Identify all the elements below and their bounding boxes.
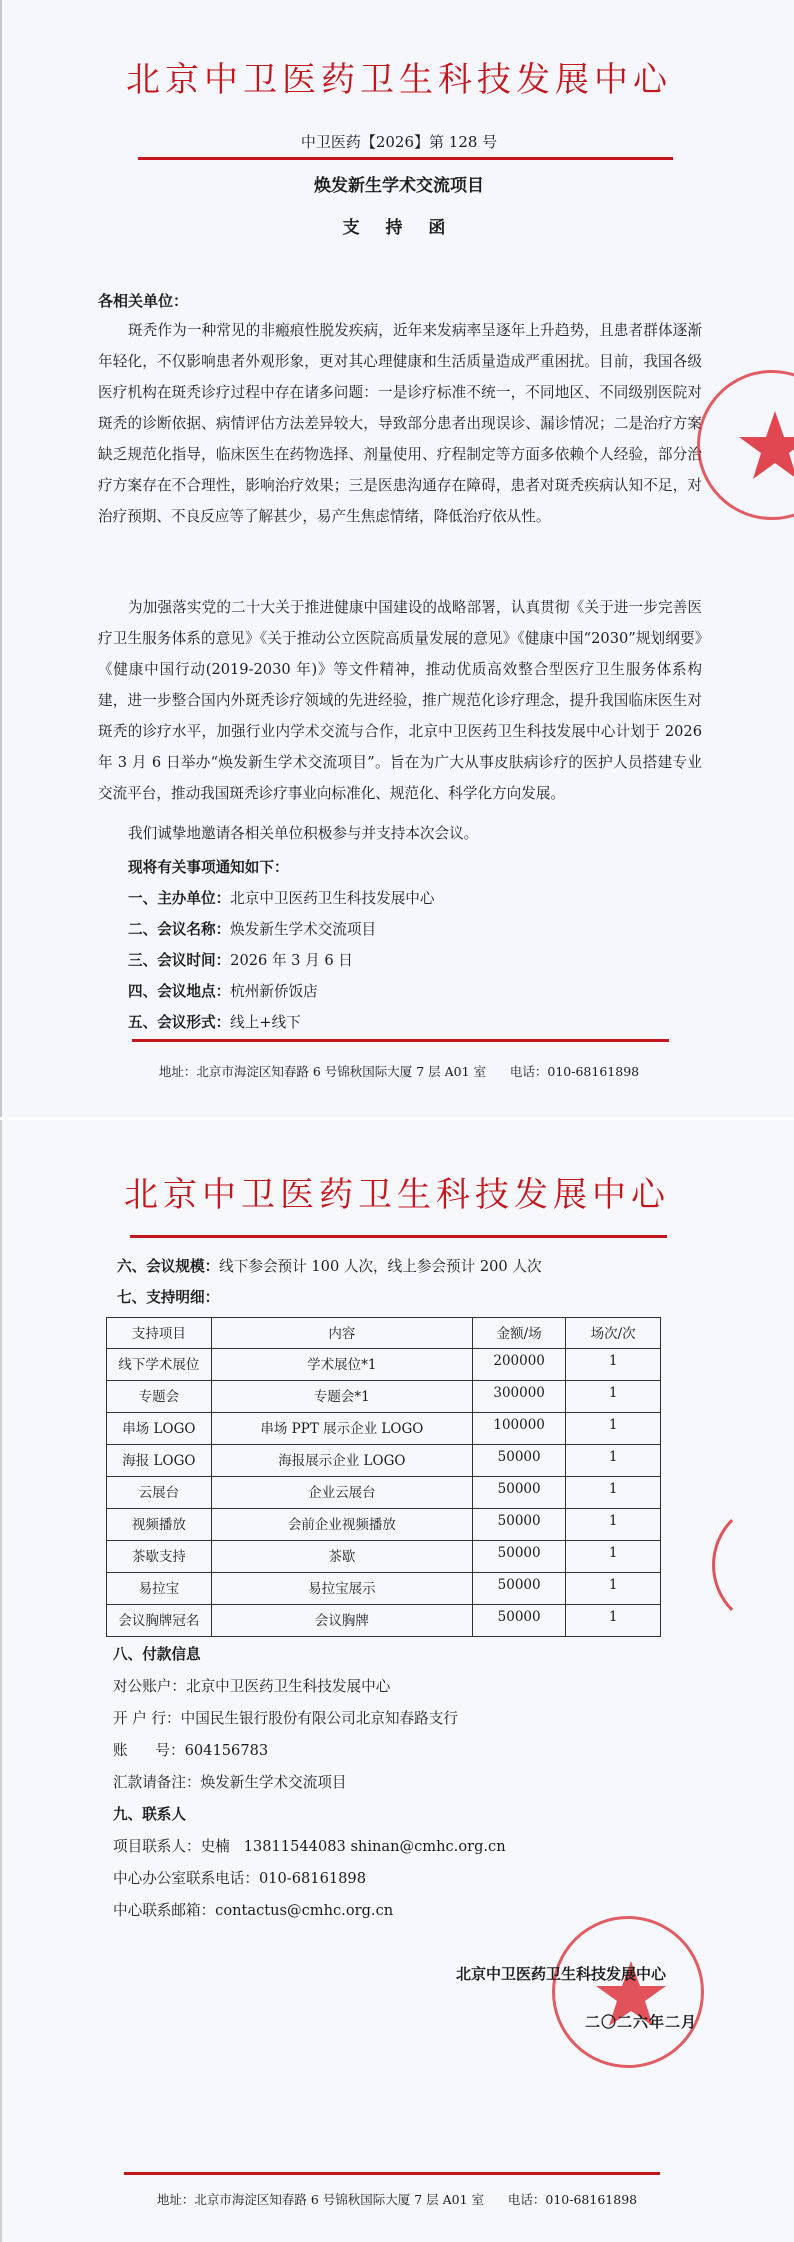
item-label: 二、会议名称： (128, 921, 231, 938)
table-header-row (107, 1318, 661, 1349)
item-meeting-location (128, 980, 318, 1001)
cell-content: 专题会*1 (211, 1381, 472, 1413)
body-paragraph-2: 为加强落实党的二十大关于推进健康中国建设的战略部署，认真贯彻《关于进一步完善医疗卫生服务体系的意见》《关于推动公立医院高质量发展的意见》《健康中国“2030”规划纲要》《健康中国行动(2019-2030 年)》等文件精神，推动优质高效整合型医疗卫生服务体系构建，进一步整合国内外斑秃诊疗领域的先进经验，推广规范化诊疗理念，提升我国临床医生对斑秃的诊疗水平，加强行业内学术交流与合作，北京中卫医药卫生科技发展中心计划于 2026 年 3 月 6 日举办“焕发新生学术交流项目”。旨在为广大从事皮肤病诊疗的医护人员搭建专业交流平台，推动我国斑秃诊疗事业向标准化、规范化、科学化方向发展。 (98, 599, 702, 802)
item-value: 焕发新生学术交流项目 (230, 921, 377, 938)
item-label: 四、会议地点： (128, 983, 231, 1000)
item-label: 一、主办单位： (128, 890, 231, 907)
signature-date: 二〇二六年二月 (585, 2013, 698, 2031)
signature-seal-stamp (552, 1916, 704, 2068)
signature-organization: 北京中卫医药卫生科技发展中心 (456, 1965, 667, 1983)
cell-content: 会前企业视频播放 (211, 1509, 472, 1541)
letterhead-title-page2: 北京中卫医药卫生科技发展中心 (124, 1175, 670, 1215)
header-red-rule (138, 157, 673, 160)
cell-amount: 200000 (472, 1349, 565, 1381)
table-row (107, 1445, 661, 1477)
item-value: 杭州新侨饭店 (230, 983, 318, 1000)
letter-page-1 (0, 0, 794, 1117)
item-value: 北京中卫医药卫生科技发展中心 (230, 890, 435, 907)
letter-type-title: 支 持 函 (342, 218, 456, 238)
salutation: 各相关单位： (98, 292, 189, 310)
table-row (107, 1381, 661, 1413)
table-row (107, 1605, 661, 1637)
cell-content: 海报展示企业 LOGO (211, 1445, 472, 1477)
table-row (107, 1349, 661, 1381)
item-meeting-scale (117, 1255, 542, 1276)
star-icon (555, 1919, 707, 2071)
cell-item: 专题会 (107, 1381, 212, 1413)
table-row (107, 1509, 661, 1541)
item-label: 三、会议时间： (128, 952, 231, 969)
cell-count: 1 (566, 1541, 661, 1573)
payment-remark: 汇款请备注：焕发新生学术交流项目 (113, 1774, 347, 1791)
body-paragraph-3: 我们诚挚地邀请各相关单位积极参与并支持本次会议。 (128, 825, 479, 842)
body-paragraph-1: 斑秃作为一种常见的非瘢痕性脱发疾病，近年来发病率呈逐年上升趋势，且患者群体逐渐年轻化，不仅影响患者外观形象，更对其心理健康和生活质量造成严重困扰。目前，我国各级医疗机构在斑秃诊疗过程中存在诸多问题：一是诊疗标准不统一，不同地区、不同级别医院对斑秃的诊断依据、病情评估方法差异较大，导致部分患者出现误诊、漏诊情况；二是治疗方案缺乏规范化指导，临床医生在药物选择、剂量使用、疗程制定等方面多依赖个人经验，部分治疗方案存在不合理性，影响治疗效果；三是医患沟通存在障碍，患者对斑秃疾病认知不足，对治疗预期、不良反应等了解甚少，易产生焦虑情绪，降低治疗依从性。 (98, 322, 702, 525)
item-meeting-time (128, 949, 353, 970)
cell-content: 学术展位*1 (211, 1349, 472, 1381)
item-label: 五、会议形式： (128, 1014, 231, 1031)
official-seal-stamp (697, 370, 794, 520)
column-header: 内容 (211, 1318, 472, 1349)
footer-address-page2: 地址：北京市海淀区知春路 6 号锦秋国际大厦 7 层 A01 室 电话：010-68161898 (156, 2192, 638, 2207)
payment-heading: 八、付款信息 (113, 1646, 201, 1663)
payment-account-name: 对公账户：北京中卫医药卫生科技发展中心 (113, 1678, 391, 1695)
contact-heading: 九、联系人 (113, 1806, 186, 1823)
star-icon (700, 373, 794, 523)
contact-office-phone: 中心办公室联系电话：010-68161898 (113, 1870, 367, 1887)
footer-red-rule-page2 (124, 2172, 660, 2175)
table-row (107, 1477, 661, 1509)
column-header: 支持项目 (107, 1318, 212, 1349)
cell-item: 云展台 (107, 1477, 212, 1509)
cell-item: 茶歇支持 (107, 1541, 212, 1573)
table-row (107, 1413, 661, 1445)
cell-item: 线下学术展位 (107, 1349, 212, 1381)
column-header: 金额/场 (472, 1318, 565, 1349)
cell-count: 1 (566, 1413, 661, 1445)
cell-count: 1 (566, 1573, 661, 1605)
support-details-table (106, 1317, 661, 1637)
footer-address: 地址：北京市海淀区知春路 6 号锦秋国际大厦 7 层 A01 室 电话：010-68161898 (158, 1064, 640, 1079)
item-meeting-name (128, 918, 376, 939)
cell-count: 1 (566, 1509, 661, 1541)
cell-amount: 50000 (472, 1573, 565, 1605)
cell-count: 1 (566, 1349, 661, 1381)
cell-content: 企业云展台 (211, 1477, 472, 1509)
cell-amount: 50000 (472, 1605, 565, 1637)
cell-content: 会议胸牌 (211, 1605, 472, 1637)
footer-red-rule (132, 1039, 669, 1042)
cell-amount: 100000 (472, 1413, 565, 1445)
project-title: 焕发新生学术交流项目 (314, 176, 484, 196)
table-row (107, 1541, 661, 1573)
header-red-rule-page2 (130, 1235, 667, 1238)
table-row (107, 1573, 661, 1605)
item-value: 线下参会预计 100 人次，线上参会预计 200 人次 (219, 1258, 542, 1275)
notice-intro: 现将有关事项通知如下： (128, 859, 289, 876)
item-value: 2026 年 3 月 6 日 (230, 952, 353, 969)
cell-amount: 50000 (472, 1509, 565, 1541)
document-number: 中卫医药【2026】第 128 号 (300, 133, 498, 151)
column-header: 场次/次 (566, 1318, 661, 1349)
support-details-heading: 七、支持明细： (117, 1289, 220, 1306)
item-label: 六、会议规模： (117, 1258, 220, 1275)
contact-email: 中心联系邮箱：contactus@cmhc.org.cn (113, 1902, 394, 1919)
cell-content: 串场 PPT 展示企业 LOGO (211, 1413, 472, 1445)
contact-project-person: 项目联系人：史楠 13811544083 shinan@cmhc.org.cn (113, 1838, 506, 1855)
cell-amount: 300000 (472, 1381, 565, 1413)
cell-item: 易拉宝 (107, 1573, 212, 1605)
cell-amount: 50000 (472, 1445, 565, 1477)
cell-amount: 50000 (472, 1477, 565, 1509)
letterhead-title: 北京中卫医药卫生科技发展中心 (126, 60, 672, 100)
cell-count: 1 (566, 1477, 661, 1509)
cell-amount: 50000 (472, 1541, 565, 1573)
cell-count: 1 (566, 1445, 661, 1477)
cell-item: 串场 LOGO (107, 1413, 212, 1445)
cell-content: 茶歇 (211, 1541, 472, 1573)
payment-bank: 开 户 行：中国民生银行股份有限公司北京知春路支行 (113, 1710, 458, 1727)
cell-item: 海报 LOGO (107, 1445, 212, 1477)
item-value: 线上+线下 (230, 1014, 301, 1031)
cell-count: 1 (566, 1605, 661, 1637)
payment-account-number: 账 号：604156783 (113, 1742, 269, 1759)
item-meeting-format (128, 1011, 301, 1032)
cell-item: 会议胸牌冠名 (107, 1605, 212, 1637)
cell-count: 1 (566, 1381, 661, 1413)
cell-content: 易拉宝展示 (211, 1573, 472, 1605)
cell-item: 视频播放 (107, 1509, 212, 1541)
item-organizer (128, 887, 435, 908)
